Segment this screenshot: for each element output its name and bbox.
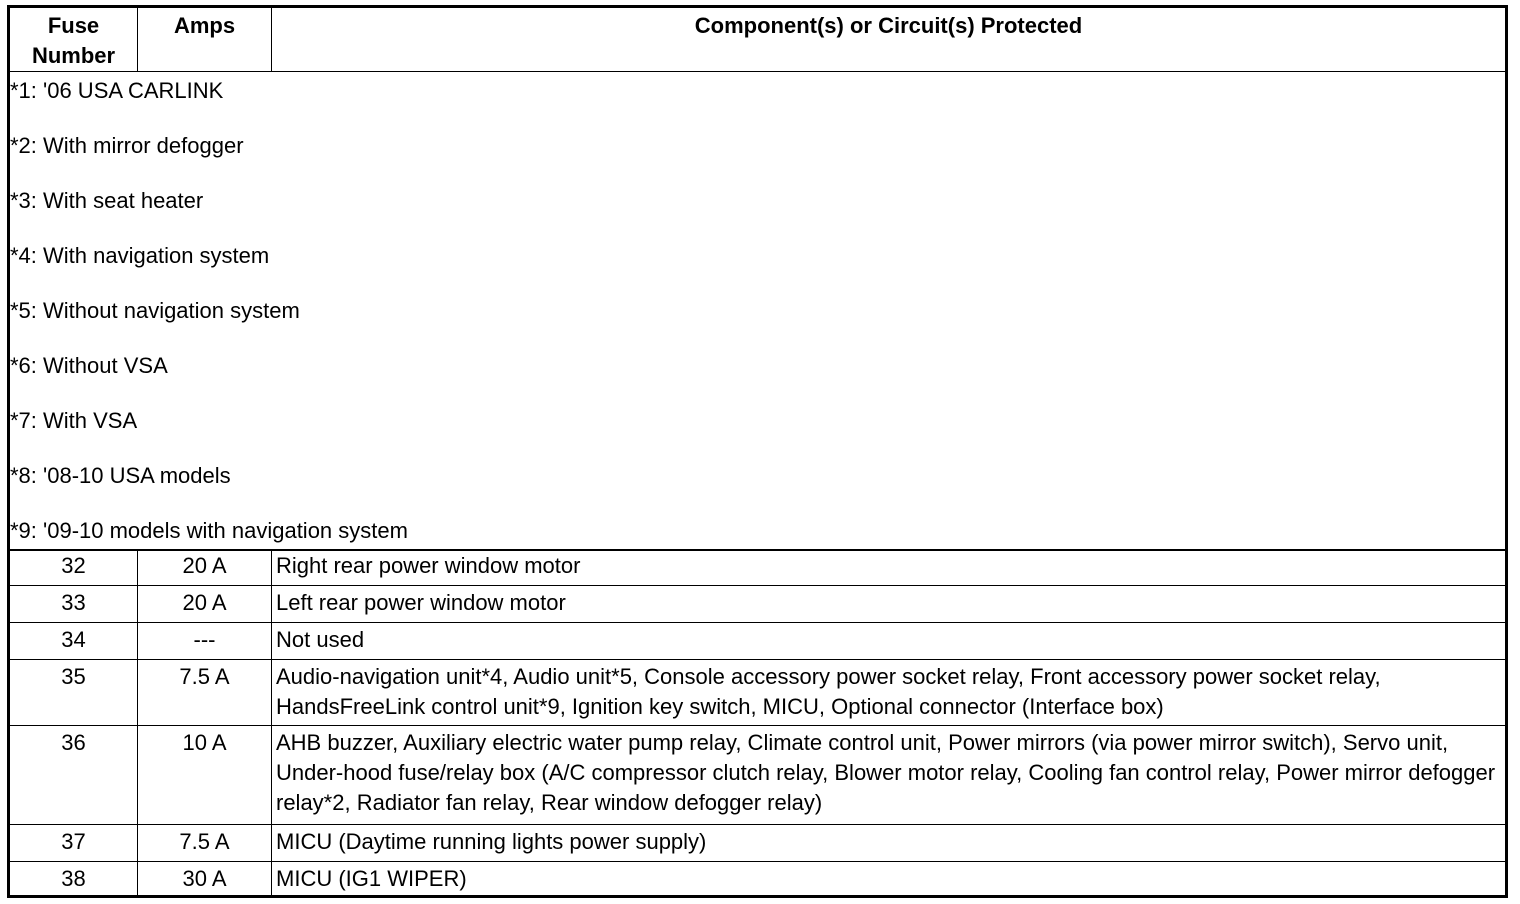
table-row (10, 726, 1505, 825)
footnote: *5: Without navigation system (10, 298, 300, 323)
components: Audio-navigation unit*4, Audio unit*5, Console accessory power socket relay, Front accessory power socket relay, HandsFreeLink control unit*9, Ignition key switch, MICU, Optional connector (Interface box) (276, 664, 1381, 719)
footnote: *3: With seat heater (10, 188, 204, 213)
fuse-number: 38 (10, 862, 138, 895)
amps: 30 A (138, 862, 272, 895)
amps: 7.5 A (138, 825, 272, 861)
fuse-number: 36 (10, 726, 138, 824)
header-fuse-number: Fuse Number (10, 8, 138, 71)
table-row (10, 825, 1505, 862)
table-row (10, 549, 1505, 586)
footnotes (10, 72, 1505, 551)
components: Right rear power window motor (276, 553, 581, 578)
header-components: Component(s) or Circuit(s) Protected (694, 13, 1083, 38)
header-row (10, 8, 1505, 72)
amps: 10 A (138, 726, 272, 824)
footnote: *2: With mirror defogger (10, 133, 244, 158)
footnote: *6: Without VSA (10, 353, 168, 378)
fuse-number: 37 (10, 825, 138, 861)
table-row (10, 623, 1505, 660)
fuse-number: 34 (10, 623, 138, 659)
fuse-number: 32 (10, 549, 138, 585)
fuse-number: 35 (10, 660, 138, 725)
fuse-table (7, 5, 1508, 898)
components: Left rear power window motor (276, 590, 566, 615)
footnote: *9: '09-10 models with navigation system (10, 518, 408, 543)
footnote: *4: With navigation system (10, 243, 270, 268)
amps: 20 A (138, 549, 272, 585)
amps: 20 A (138, 586, 272, 622)
footnote: *7: With VSA (10, 408, 138, 433)
fuse-number: 33 (10, 586, 138, 622)
table-row (10, 586, 1505, 623)
footnote: *1: '06 USA CARLINK (10, 78, 224, 103)
components: AHB buzzer, Auxiliary electric water pump relay, Climate control unit, Power mirrors (via power mirror switch), Servo unit, Under-hood fuse/relay box (A/C compressor clutch relay, Blower motor relay, Cooling fan control relay, Power mirror defogger relay*2, Radiator fan relay, Rear window defogger relay) (276, 730, 1496, 815)
table-row (10, 862, 1505, 895)
components: MICU (IG1 WIPER) (276, 866, 467, 891)
header-amps: Amps (138, 8, 272, 71)
amps: --- (138, 623, 272, 659)
components: MICU (Daytime running lights power supply) (276, 829, 707, 854)
amps: 7.5 A (138, 660, 272, 725)
table-row (10, 660, 1505, 726)
components: Not used (276, 627, 365, 652)
footnote: *8: '08-10 USA models (10, 463, 231, 488)
